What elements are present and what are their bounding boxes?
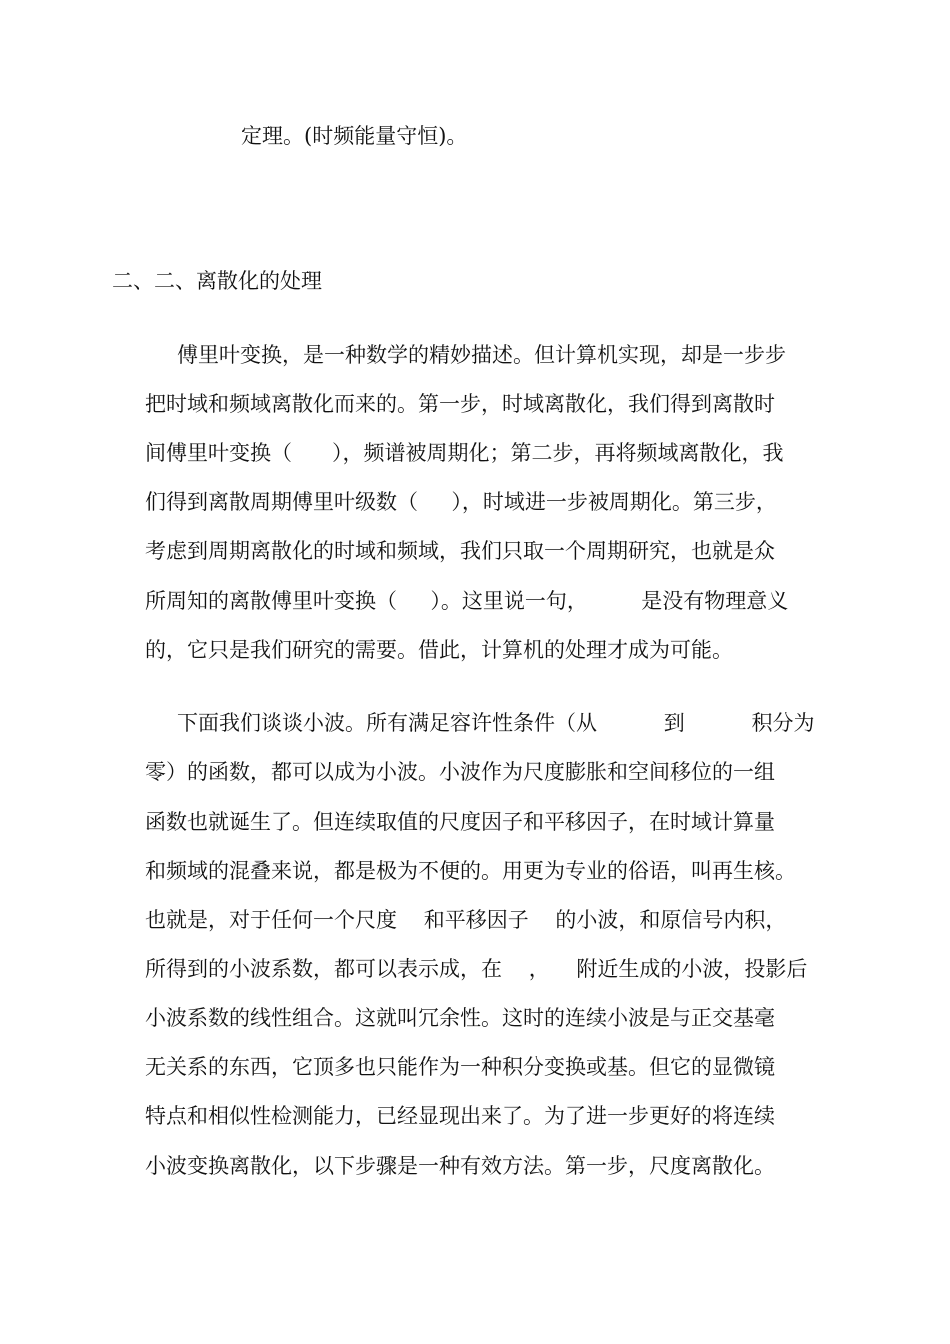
paragraph-line: 零）的函数，都可以成为小波。小波作为尺度膨胀和空间移位的一组 (145, 760, 775, 784)
paragraph-line: 也就是，对于任何一个尺度 和平移因子 的小波，和原信号内积， (145, 908, 787, 932)
section-heading: 二、二、离散化的处理 (112, 269, 322, 293)
paragraph-line: 小波系数的线性组合。这就叫冗余性。这时的连续小波是与正交基毫 (145, 1006, 775, 1030)
paragraph-line: 考虑到周期离散化的时域和频域，我们只取一个周期研究，也就是众 (145, 539, 775, 563)
intro-line: 定理。(时频能量守恒)。 (241, 124, 468, 148)
paragraph-line: 所周知的离散傅里叶变换（ ）。这里说一句， 是没有物理意义 (145, 589, 789, 613)
paragraph-line: 的，它只是我们研究的需要。借此，计算机的处理才成为可能。 (145, 638, 733, 662)
paragraph-line: 把时域和频域离散化而来的。第一步，时域离散化，我们得到离散时 (145, 392, 775, 416)
paragraph-line: 傅里叶变换，是一种数学的精妙描述。但计算机实现，却是一步步 (177, 343, 786, 367)
paragraph-line: 特点和相似性检测能力，已经显现出来了。为了进一步更好的将连续 (145, 1104, 775, 1128)
paragraph-line: 们得到离散周期傅里叶级数（ ），时域进一步被周期化。第三步， (145, 490, 777, 514)
paragraph-line: 函数也就诞生了。但连续取值的尺度因子和平移因子，在时域计算量 (145, 810, 775, 834)
paragraph-line: 无关系的东西，它顶多也只能作为一种积分变换或基。但它的显微镜 (145, 1055, 775, 1079)
paragraph-line: 间傅里叶变换（ ），频谱被周期化；第二步，再将频域离散化，我 (145, 441, 784, 465)
paragraph-line: 和频域的混叠来说，都是极为不便的。用更为专业的俗语，叫再生核。 (145, 859, 796, 883)
paragraph-line: 所得到的小波系数，都可以表示成，在 ， 附近生成的小波，投影后 (145, 957, 808, 981)
paragraph-line: 小波变换离散化，以下步骤是一种有效方法。第一步，尺度离散化。 (145, 1154, 775, 1178)
paragraph-line: 下面我们谈谈小波。所有满足容许性条件（从 到 积分为 (177, 711, 815, 735)
